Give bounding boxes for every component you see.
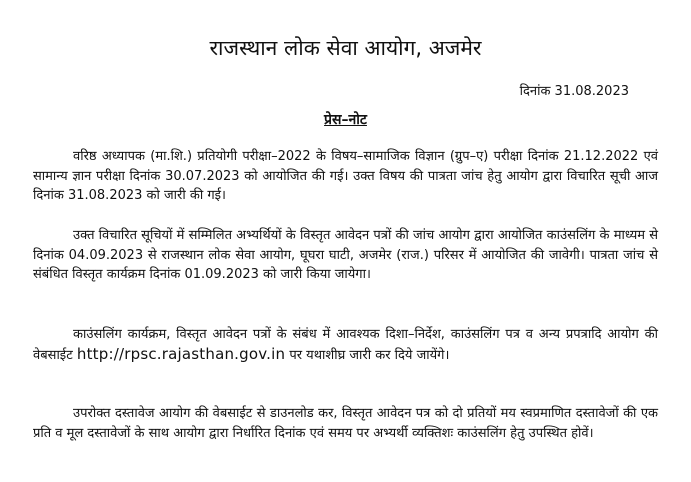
website-notice-text-after: पर यथाशीघ्र जारी कर दिये जायेंगे। (285, 347, 450, 363)
paragraph-exam-details: वरिष्ठ अध्यापक (मा.शि.) प्रतियोगी परीक्षा–2022 के विषय–सामाजिक विज्ञान (ग्रुप–ए) परीक्षा दिनांक 21.12.2022 एवं सामान्य ज्ञान परीक्षा दिनांक 30.07.2023 को आयोजित की गई। उक्त विषय की पात्रता जांच हेतु आयोग द्वारा विचारित सूची आज दिनांक 31.08.2023 को जारी की गई। (33, 149, 658, 203)
press-note-heading: प्रेस–नोट (324, 112, 367, 128)
website-notice-text-before: काउंसलिंग कार्यक्रम, विस्तृत आवेदन पत्रों के संबंध में आवश्यक दिशा–निर्देश, काउंसलिंग पत्र व अन्य प्रपत्रादि आयोग की वेबसाईट (33, 327, 658, 363)
paragraph-counselling-schedule: उक्त विचारित सूचियों में सम्मिलित अभ्यर्थियों के विस्तृत आवेदन पत्रों की जांच आयोग द्वारा आयोजित काउंसलिंग के माध्यम से दिनांक 04.09.2023 से राजस्थान लोक सेवा आयोग, घूघरा घाटी, अजमेर (राज.) परिसर में आयोजित की जावेगी। पात्रता जांच से संबंधित विस्तृत कार्यक्रम दिनांक 01.09.2023 को जारी किया जायेगा। (33, 228, 658, 282)
paragraph-document-instructions: उपरोक्त दस्तावेज आयोग की वेबसाईट से डाउनलोड कर, विस्तृत आवेदन पत्र को दो प्रतियों मय स्वप्रमाणित दस्तावेजों की एक प्रति व मूल दस्तावेजों के साथ आयोग द्वारा निर्धारित दिनांक एवं समय पर अभ्यर्थी व्यक्तिशः काउंसलिंग हेतु उपस्थित होवें। (33, 406, 658, 441)
commission-title: राजस्थान लोक सेवा आयोग, अजमेर (209, 36, 482, 60)
document-date: दिनांक 31.08.2023 (519, 84, 629, 99)
paragraph-website-notice (33, 325, 658, 365)
rpsc-website-link[interactable]: http://rpsc.rajasthan.gov.in (76, 344, 286, 363)
